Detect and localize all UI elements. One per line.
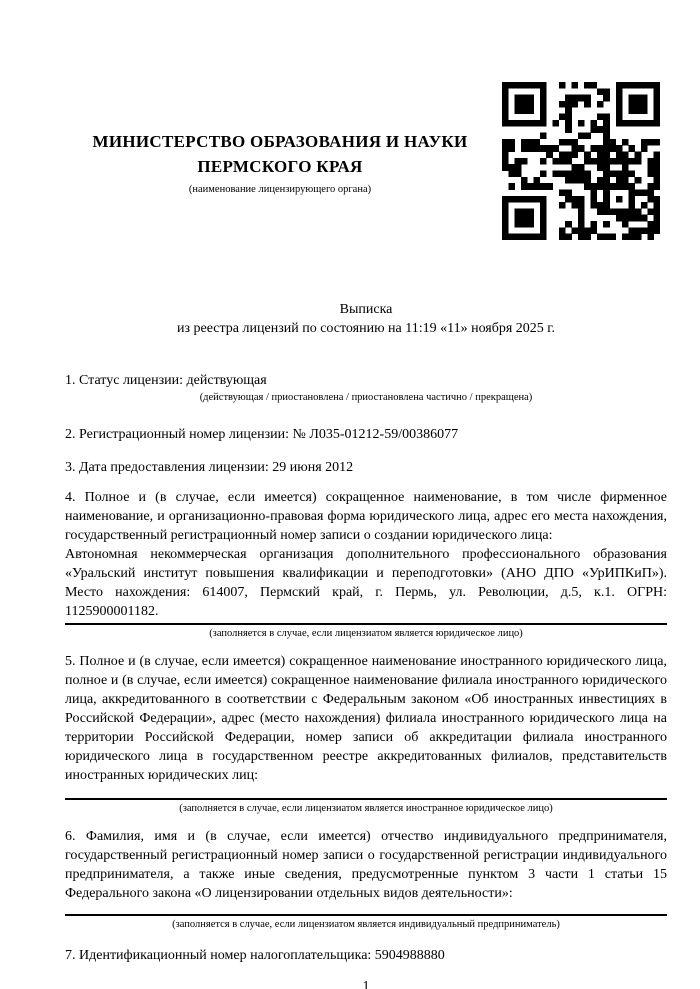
document-body	[65, 240, 667, 989]
page-number: 1	[362, 979, 370, 989]
document-title-line1: Выписка	[339, 302, 393, 317]
item-6-fill-line	[65, 914, 667, 916]
ministry-name-line2: ПЕРМСКОГО КРАЯ	[197, 157, 363, 176]
ministry-caption: (наименование лицензирующего органа)	[188, 184, 372, 195]
qr-code-icon	[502, 82, 660, 240]
item-4-legal-entity-label: 4. Полное и (в случае, если имеется) сокращенное наименование, в том числе фирменное наименование, и организационно-правовая форма юридического лица, адрес его места нахождения, государственный регистрационный номер записи о создании юридического лица:	[65, 490, 667, 543]
item-4-legal-entity-value: Автономная некоммерческая организация дополнительного профессионального образования «Уральский институт повышения квалификации и переподготовки» (АНО ДПО «УрИПКиП»). Место нахождения: 614007, Пермский край, г. Пермь, ул. Революции, д.5, к.1. ОГРН: 1125900001182.	[65, 547, 667, 619]
licensing-authority-header	[65, 129, 495, 196]
ministry-name-line1: МИНИСТЕРСТВО ОБРАЗОВАНИЯ И НАУКИ	[92, 132, 468, 151]
item-2-registration-number: 2. Регистрационный номер лицензии: № Л035-01212-59/00386077	[65, 427, 459, 442]
item-6-note: (заполняется в случае, если лицензиатом является индивидуальный предприниматель)	[172, 919, 560, 930]
item-1-note: (действующая / приостановлена / приостановлена частично / прекращена)	[199, 392, 533, 403]
item-4-fill-line	[65, 623, 667, 625]
item-1-license-status: 1. Статус лицензии: действующая	[65, 373, 267, 388]
document-title	[65, 300, 667, 338]
item-5-foreign-entity-label: 5. Полное и (в случае, если имеется) сокращенное наименование иностранного юридического лица, полное и (в случае, если имеется) сокращенное наименование филиала иностранного юридического лица, аккредитованного в соответствии с Федеральным законом «Об иностранных инвестициях в Российской Федерации», адрес (место нахождения) филиала иностранного юридического лица на территории Российской Федерации, номер записи об аккредитации филиала иностранного юридического лица в государственном реестре аккредитованных филиалов, представительств иностранных юридических лиц:	[65, 654, 667, 783]
item-7-taxpayer-number: 7. Идентификационный номер налогоплательщика: 5904988880	[65, 948, 445, 963]
document-title-line2: из реестра лицензий по состоянию на 11:19 «11» ноября 2025 г.	[177, 321, 555, 336]
item-3-license-date: 3. Дата предоставления лицензии: 29 июня 2012	[65, 460, 354, 475]
item-5-fill-line	[65, 798, 667, 800]
item-6-entrepreneur-label: 6. Фамилия, имя и (в случае, если имеется) отчество индивидуального предпринимателя, государственный регистрационный номер записи о государственной регистрации индивидуального предпринимателя, а также иные сведения, предусмотренные пунктом 3 части 1 статьи 15 Федерального закона «О лицензировании отдельных видов деятельности»:	[65, 829, 667, 901]
item-4-note: (заполняется в случае, если лицензиатом является юридическое лицо)	[209, 628, 523, 639]
item-5-note: (заполняется в случае, если лицензиатом является иностранное юридическое лицо)	[179, 803, 553, 814]
